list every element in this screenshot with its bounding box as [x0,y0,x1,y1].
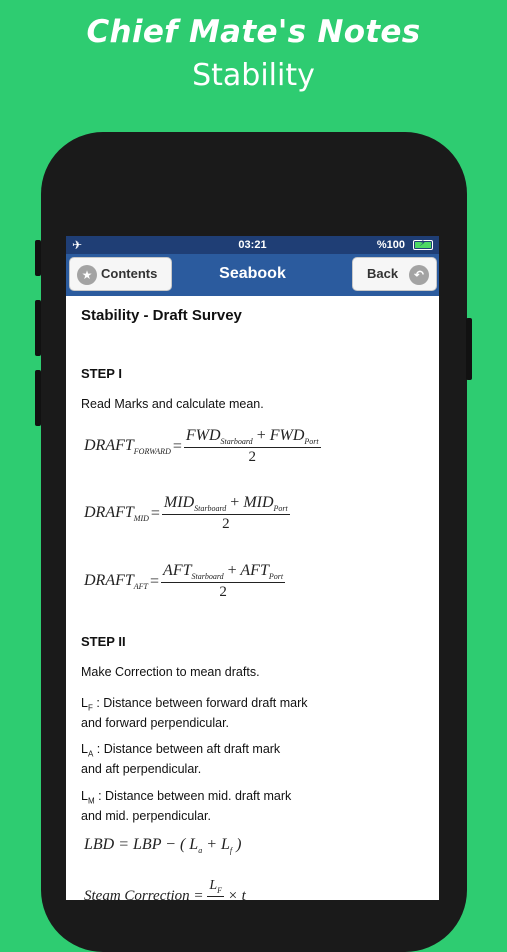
formula-draft-forward: $DRAFT_{FORWARD}$ = $\frac{FWD_{Starboard} + FWD_{Port}}{2}$ [84,427,319,466]
formula-draft-mid: $DRAFT_{MID}$ = $\frac{MID_{Starboard} + MID_{Port}}{2}$ [84,494,288,533]
contents-button-label: Contents [101,266,158,281]
la-definition: $L_A$ : Distance between aft draft mark and aft perpendicular. [81,742,281,776]
step-1-heading: STEP I [81,366,122,381]
formula-lbd: LBD = LBP − ( $L_a + L_f$ ) [84,836,242,856]
lf-definition: $L_F$ : Distance between forward draft mark and forward perpendicular. [81,696,308,730]
formula-steam-correction: Steam Correction = $L_F$ × t [84,878,246,900]
article-content [66,296,439,900]
phone-volume-down-button [35,370,41,426]
battery-percent: %100 [376,239,405,251]
navigation-bar [66,254,439,296]
back-button-label: Back [367,266,399,281]
phone-side-button [35,240,41,276]
status-time: 03:21 [238,239,267,251]
phone-volume-up-button [35,300,41,356]
status-bar [66,236,439,254]
step-1-text: Read Marks and calculate mean. [81,397,264,411]
page-title: Stability - Draft Survey [81,307,242,324]
app-screen [66,236,439,900]
formula-draft-aft: $DRAFT_{AFT}$ = $\frac{AFT_{Starboard} + AFT_{Port}}{2}$ [84,562,284,601]
promo-title: Chief Mate's Notes [86,14,421,50]
step-2-heading: STEP II [81,634,126,649]
step-2-text: Make Correction to mean drafts. [81,665,260,679]
undo-icon: ↶ [409,265,429,285]
star-icon: ★ [77,265,97,285]
phone-power-button [466,318,472,380]
promo-subtitle: Stability [192,58,315,93]
airplane-icon: ✈ [72,238,83,252]
lm-definition: $L_M$ : Distance between mid. draft mark and mid. perpendicular. [81,789,292,823]
nav-title: Seabook [219,265,286,282]
back-button[interactable] [352,257,437,291]
battery-charging-icon: ⚡ [413,240,433,250]
